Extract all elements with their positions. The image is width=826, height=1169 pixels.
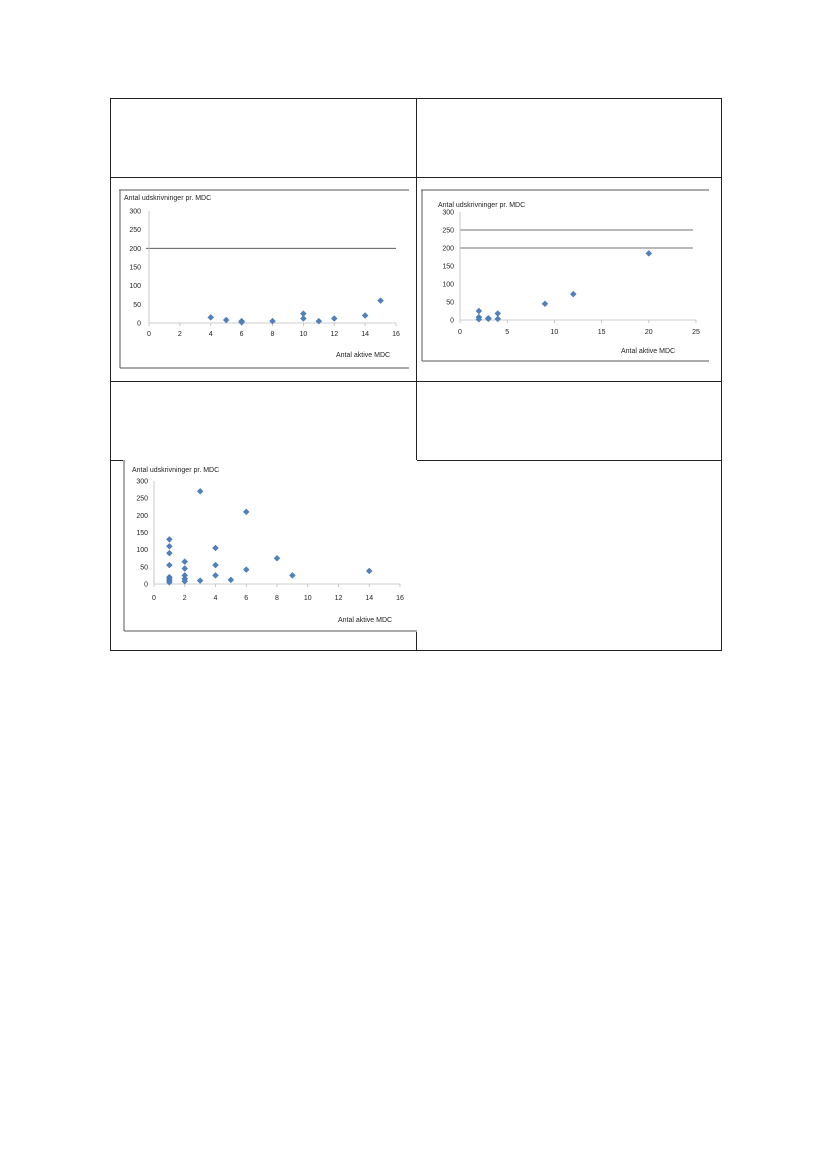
x-tick-label: 8 xyxy=(275,595,279,602)
data-point xyxy=(243,509,249,515)
data-point xyxy=(213,545,219,551)
x-tick-label: 12 xyxy=(330,331,339,338)
table-row-divider xyxy=(111,177,721,178)
chart-title: Antal udskrivninger pr. MDC xyxy=(124,195,212,202)
y-tick-label: 50 xyxy=(133,301,141,309)
y-tick-label: 100 xyxy=(129,283,141,291)
data-point xyxy=(182,559,188,565)
x-tick-label: 14 xyxy=(365,595,374,602)
x-tick-label: 8 xyxy=(270,331,275,338)
y-tick-label: 100 xyxy=(442,281,454,289)
y-tick-label: 300 xyxy=(136,478,148,486)
data-point xyxy=(378,298,384,304)
data-point xyxy=(166,550,172,556)
y-tick-label: 250 xyxy=(442,227,454,235)
x-axis-label: Antal aktive MDC xyxy=(338,617,393,624)
data-point xyxy=(197,578,203,584)
y-tick-label: 0 xyxy=(450,317,454,325)
data-point xyxy=(366,568,372,574)
x-tick-label: 6 xyxy=(244,595,249,602)
x-tick-label: 10 xyxy=(299,331,308,338)
y-tick-label: 200 xyxy=(136,512,148,520)
x-tick-label: 20 xyxy=(644,329,653,336)
y-tick-label: 150 xyxy=(136,530,148,537)
x-tick-label: 0 xyxy=(458,329,462,336)
x-tick-label: 4 xyxy=(213,595,218,602)
y-tick-label: 300 xyxy=(129,208,141,216)
x-tick-label: 2 xyxy=(182,595,187,602)
data-point xyxy=(289,572,295,578)
y-tick-label: 50 xyxy=(446,299,454,307)
data-point xyxy=(274,555,280,561)
data-point xyxy=(213,562,219,568)
scatter-chart-2 xyxy=(421,186,711,362)
x-tick-label: 16 xyxy=(392,331,400,338)
data-point xyxy=(228,577,234,583)
data-point xyxy=(331,316,337,322)
data-point xyxy=(182,566,188,572)
data-point xyxy=(166,543,172,549)
x-tick-label: 12 xyxy=(334,595,343,602)
x-tick-label: 14 xyxy=(361,331,370,338)
y-tick-label: 200 xyxy=(442,245,454,253)
data-point xyxy=(362,313,368,319)
scatter-chart-1 xyxy=(119,186,409,370)
x-axis-label: Antal aktive MDC xyxy=(621,348,676,355)
y-tick-label: 150 xyxy=(129,264,141,272)
x-tick-label: 6 xyxy=(239,331,244,338)
y-tick-label: 200 xyxy=(129,245,141,253)
y-tick-label: 100 xyxy=(136,547,148,555)
x-axis-label: Antal aktive MDC xyxy=(336,352,391,359)
y-tick-label: 0 xyxy=(144,581,148,589)
data-point xyxy=(166,562,172,568)
x-tick-label: 5 xyxy=(505,329,510,336)
data-point xyxy=(495,311,501,317)
data-point xyxy=(495,316,501,322)
chart-title: Antal udskrivninger pr. MDC xyxy=(438,202,526,209)
y-tick-label: 150 xyxy=(442,263,454,271)
x-tick-label: 10 xyxy=(303,595,312,602)
y-tick-label: 250 xyxy=(129,227,141,235)
x-tick-label: 15 xyxy=(597,329,606,336)
x-tick-label: 0 xyxy=(152,595,156,602)
x-tick-label: 0 xyxy=(147,331,151,338)
y-tick-label: 0 xyxy=(137,320,141,328)
y-tick-label: 300 xyxy=(442,209,454,217)
data-point xyxy=(197,488,203,494)
x-tick-label: 2 xyxy=(177,331,182,338)
x-tick-label: 4 xyxy=(208,331,213,338)
data-point xyxy=(166,536,172,542)
data-point xyxy=(208,314,214,320)
data-point xyxy=(542,301,548,307)
data-point xyxy=(646,250,652,256)
x-tick-label: 10 xyxy=(550,329,559,336)
data-point xyxy=(300,316,306,322)
data-point xyxy=(485,316,491,322)
scatter-chart-3 xyxy=(123,460,417,632)
data-point xyxy=(223,317,229,323)
y-tick-label: 50 xyxy=(140,564,148,572)
y-tick-label: 250 xyxy=(136,495,148,503)
x-tick-label: 16 xyxy=(396,595,404,602)
data-point xyxy=(570,291,576,297)
data-point xyxy=(476,308,482,314)
data-point xyxy=(213,572,219,578)
table-row-divider xyxy=(111,381,721,382)
x-tick-label: 25 xyxy=(692,329,700,336)
chart-title: Antal udskrivninger pr. MDC xyxy=(132,467,220,474)
data-point xyxy=(243,567,249,573)
